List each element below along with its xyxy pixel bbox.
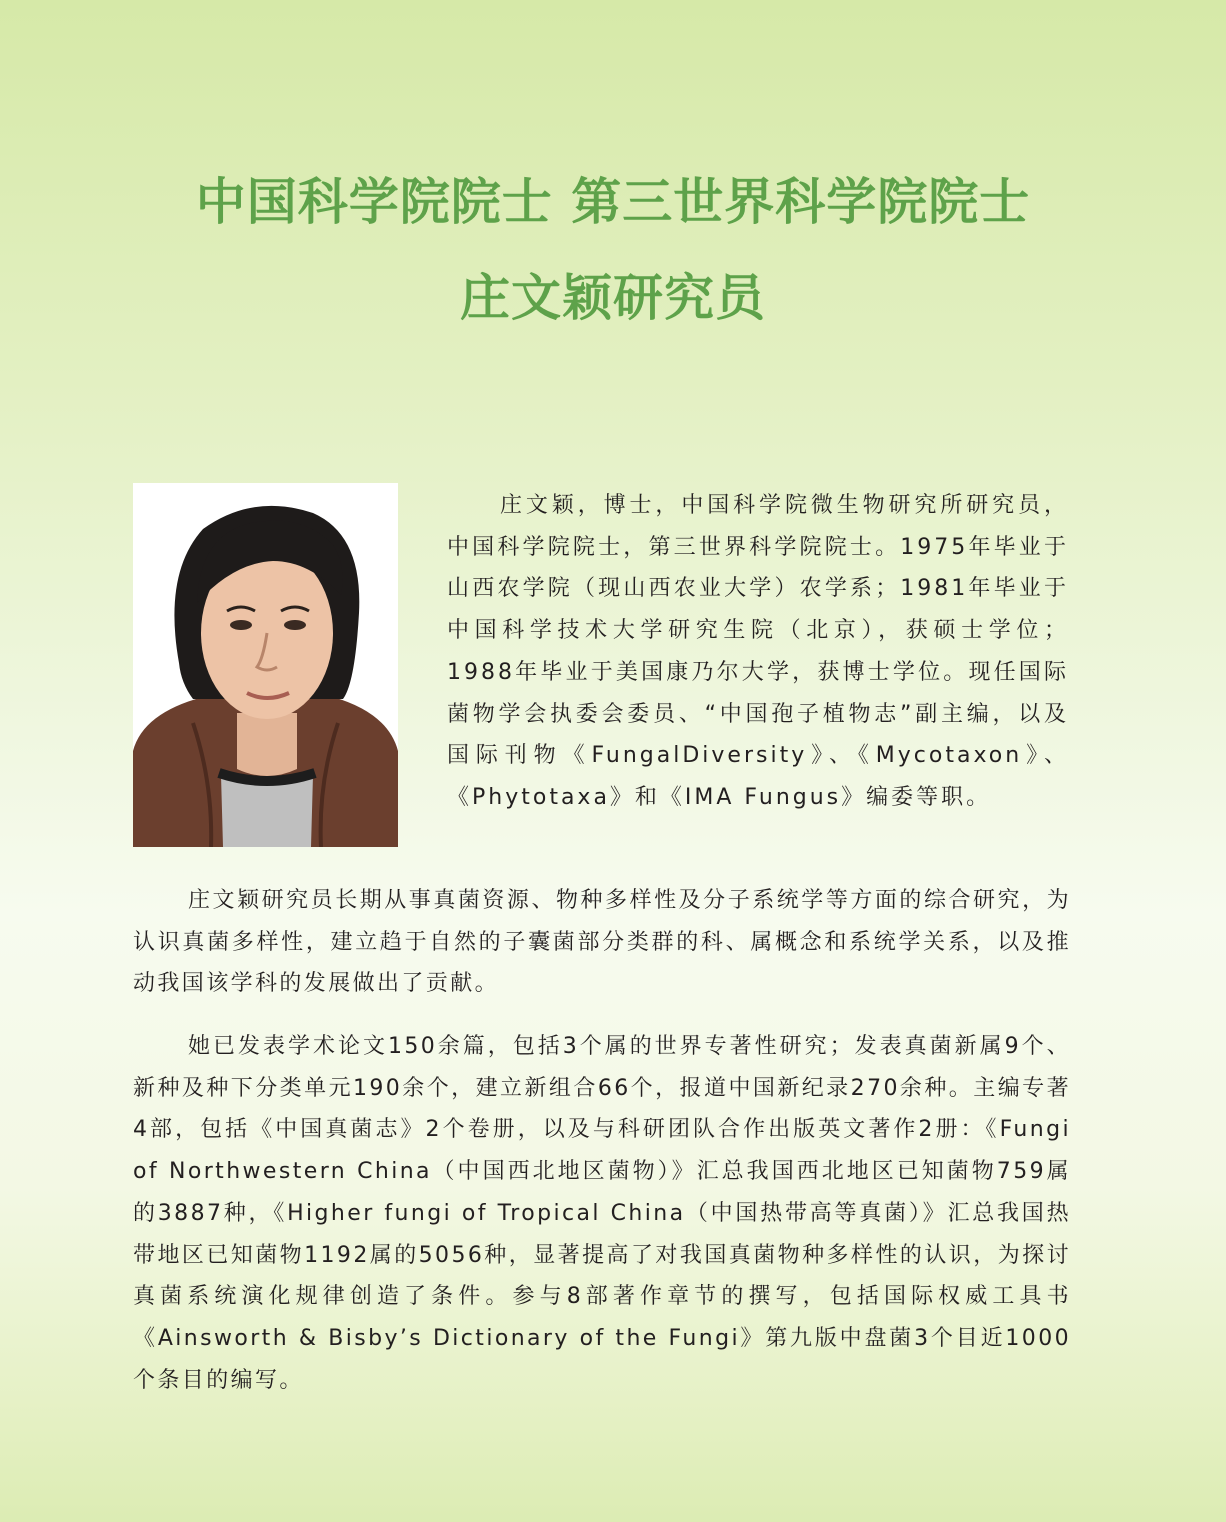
body-paragraph-research: 庄文颖研究员长期从事真菌资源、物种多样性及分子系统学等方面的综合研究，为认识真菌多样性，建立趋于自然的子囊菌部分类群的科、属概念和系统学关系，以及推动我国该学科的发展做出了贡献。	[133, 888, 1071, 997]
page-title: 中国科学院院士 第三世界科学院院士	[195, 172, 1031, 231]
portrait-photo	[133, 483, 398, 847]
body-paragraph-publications: 她已发表学术论文150余篇，包括3个属的世界专著性研究；发表真菌新属9个、新种及种下分类单元190余个，建立新组合66个，报道中国新纪录270余种。主编专著4部，包括《中国真菌志》2个卷册，以及与科研团队合作出版英文著作2册：《Fungi of Northwestern China（中国西北地区菌物）》汇总我国西北地区已知菌物759属的3887种，《Higher fungi of Tropical China（中国热带高等真菌）》汇总我国热带地区已知菌物1192属的5056种，显著提高了对我国真菌物种多样性的认识，为探讨真菌系统演化规律创造了条件。参与8部著作章节的撰写，包括国际权威工具书《Ainsworth & Bisby’s Dictionary of the Fungi》第九版中盘菌3个目近1000个条目的编写。	[133, 1034, 1071, 1393]
page-subtitle-name: 庄文颖研究员	[460, 268, 766, 327]
intro-paragraph: 庄文颖，博士，中国科学院微生物研究所研究员，中国科学院院士，第三世界科学院院士。1975年毕业于山西农学院（现山西农业大学）农学系；1981年毕业于中国科学技术大学研究生院（北京），获硕士学位；1988年毕业于美国康乃尔大学，获博士学位。现任国际菌物学会执委会委员、“中国孢子植物志”副主编，以及国际刊物《FungalDiversity》、《Mycotaxon》、《Phytotaxa》和《IMA Fungus》编委等职。	[447, 493, 1069, 810]
